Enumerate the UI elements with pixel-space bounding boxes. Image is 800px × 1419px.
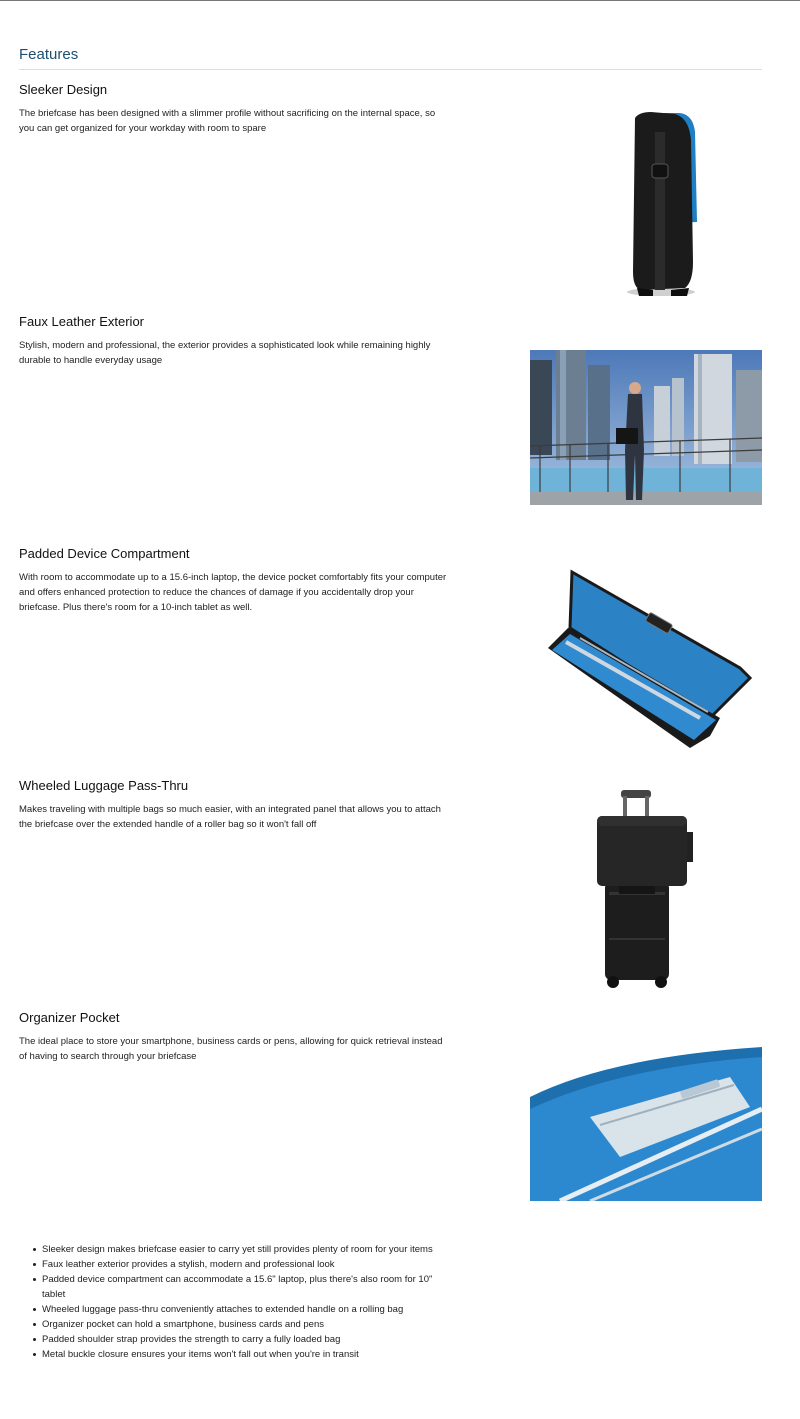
- feature-organizer-pocket: [19, 1010, 762, 1210]
- open-briefcase-interior-image: [540, 568, 756, 754]
- feature-description: The briefcase has been designed with a slimmer profile without sacrificing on the internal space, so you can get organized for your workday with room to spare: [19, 108, 436, 134]
- heading-divider: [19, 69, 762, 70]
- list-item: Sleeker design makes briefcase easier to carry yet still provides plenty of room for your items: [42, 1242, 452, 1257]
- list-item: Padded shoulder strap provides the strength to carry a fully loaded bag: [42, 1332, 452, 1347]
- feature-description: Makes traveling with multiple bags so much easier, with an integrated panel that allows you to attach the briefcase over the extended handle of a roller bag so it won't fall off: [19, 804, 441, 830]
- feature-title: Wheeled Luggage Pass-Thru: [19, 778, 189, 793]
- feature-title: Sleeker Design: [19, 82, 108, 97]
- feature-description: The ideal place to store your smartphone, business cards or pens, allowing for quick retrieval instead of having to search through your briefcase: [19, 1036, 443, 1062]
- feature-description: Stylish, modern and professional, the exterior provides a sophisticated look while remaining highly durable to handle everyday usage: [19, 340, 431, 366]
- feature-description: With room to accommodate up to a 15.6-inch laptop, the device pocket comfortably fits your computer and offers enhanced protection to reduce the chances of damage if you accidentally drop your briefcase. Plus there's room for a 10-inch tablet as well.: [19, 572, 447, 613]
- list-item: Wheeled luggage pass-thru conveniently attaches to extended handle on a rolling bag: [42, 1302, 452, 1317]
- feature-title: Padded Device Compartment: [19, 546, 190, 561]
- feature-title: Organizer Pocket: [19, 1010, 120, 1025]
- list-item: Faux leather exterior provides a stylish, modern and professional look: [42, 1257, 452, 1272]
- feature-faux-leather-exterior: [19, 314, 762, 514]
- top-divider: [0, 0, 800, 1]
- briefcase-on-roller-bag-image: [595, 788, 695, 990]
- list-item: Metal buckle closure ensures your items won't fall out when you're in transit: [42, 1347, 452, 1362]
- briefcase-side-profile-image: [609, 112, 719, 298]
- list-item: Organizer pocket can hold a smartphone, business cards and pens: [42, 1317, 452, 1332]
- feature-sleeker-design: [19, 82, 762, 282]
- feature-wheeled-luggage-pass-thru: [19, 778, 762, 978]
- feature-bullet-list: [42, 1242, 452, 1362]
- businessman-city-image: [530, 350, 762, 505]
- features-heading: Features: [19, 46, 79, 63]
- feature-title: Faux Leather Exterior: [19, 314, 145, 329]
- organizer-pocket-closeup-image: [530, 1047, 762, 1201]
- list-item: Padded device compartment can accommodate a 15.6" laptop, plus there's also room for 10" tablet: [42, 1272, 452, 1302]
- feature-padded-device-compartment: [19, 546, 762, 746]
